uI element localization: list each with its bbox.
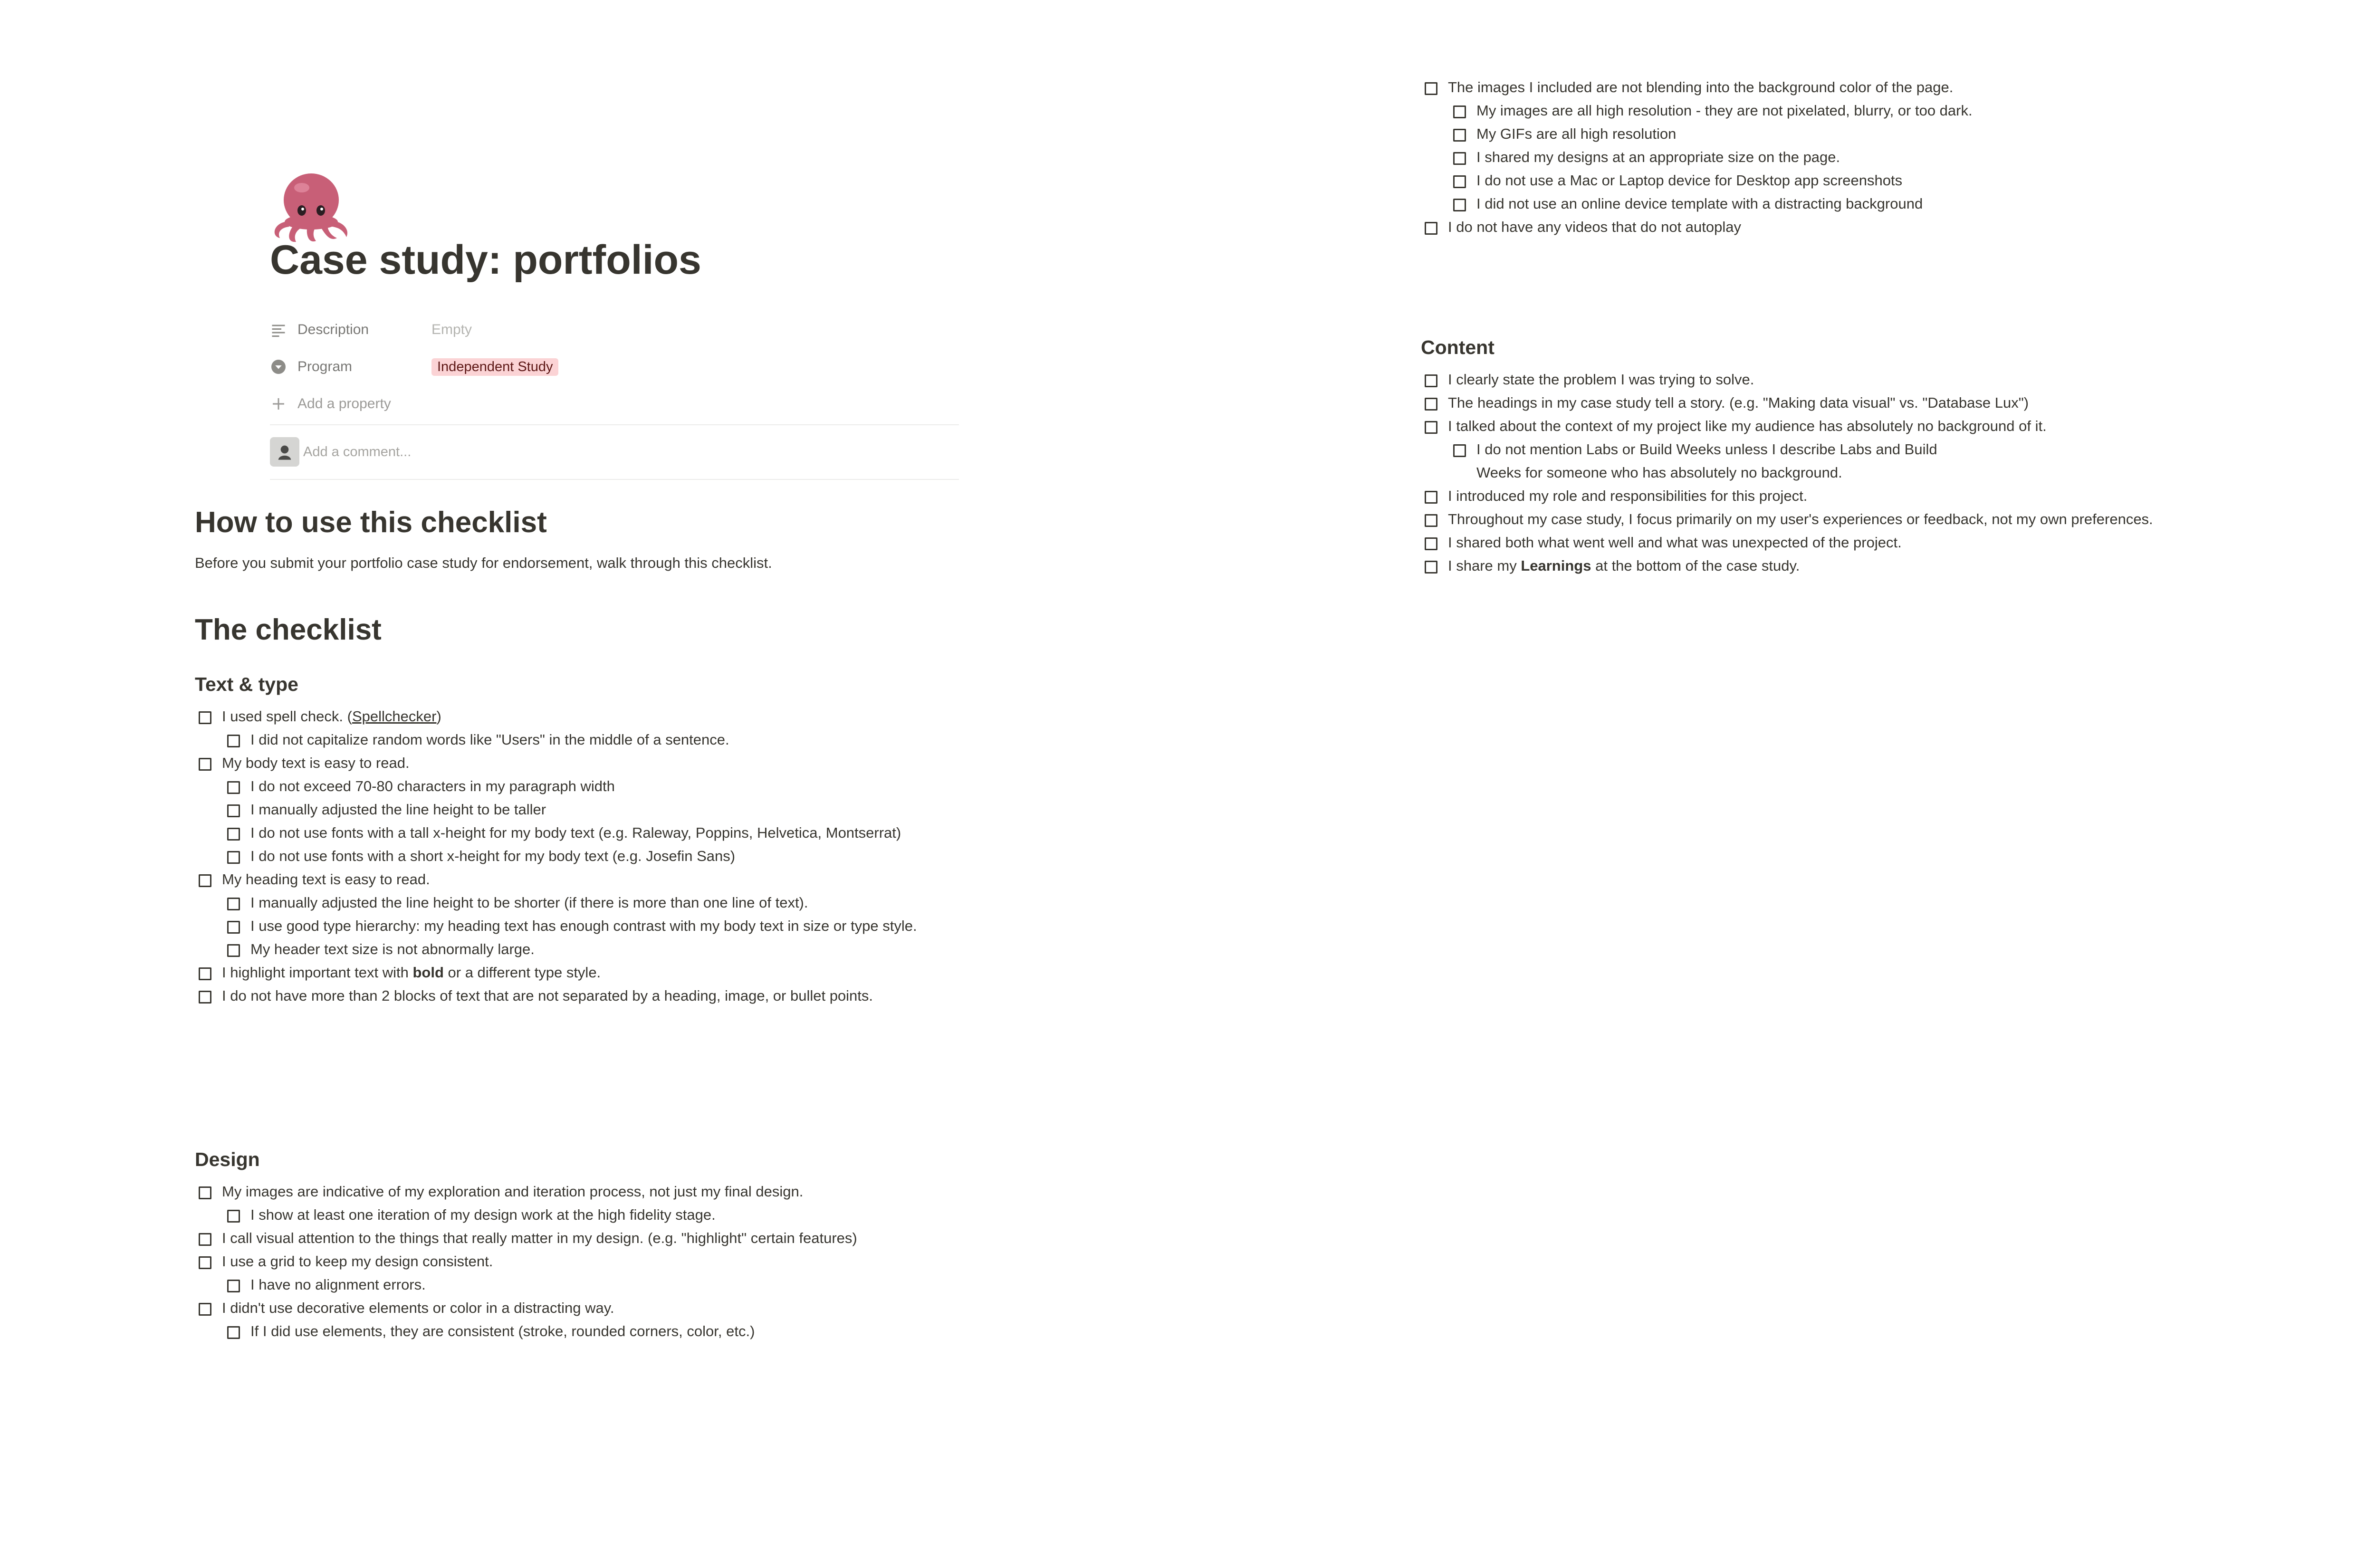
checklist-item [195, 751, 917, 774]
checklist-item-text: I do not mention Labs or Build Weeks unless I describe Labs and Build Weeks for someone who has absolutely no background. [1476, 441, 1937, 481]
checklist-item-text: I show at least one iteration of my design work at the high fidelity stage. [250, 1206, 716, 1223]
property-description[interactable] [270, 311, 959, 348]
checklist-item [195, 961, 917, 984]
property-value[interactable]: Empty [431, 322, 472, 337]
checklist-item [195, 705, 917, 728]
checkbox[interactable] [1453, 175, 1466, 188]
comment-input[interactable]: Add a comment... [303, 444, 412, 459]
checklist-item-text: I call visual attention to the things that really matter in my design. (e.g. "highlight" certain features) [222, 1230, 857, 1246]
bold-text: bold [412, 964, 444, 981]
checkbox[interactable] [227, 944, 240, 957]
checkbox[interactable] [199, 874, 211, 887]
checklist-item-text: I didn't use decorative elements or color in a distracting way. [222, 1300, 614, 1316]
divider [270, 424, 959, 425]
checkbox[interactable] [227, 851, 240, 864]
checkbox[interactable] [1425, 222, 1437, 235]
checklist-item [195, 1180, 857, 1203]
checkbox[interactable] [1453, 199, 1466, 211]
checklist-item [223, 1273, 857, 1296]
checklist-item [1421, 531, 2153, 554]
checkbox[interactable] [199, 1303, 211, 1316]
checkbox[interactable] [1453, 129, 1466, 142]
avatar [270, 437, 299, 467]
checklist-item-text: I do not have more than 2 blocks of text that are not separated by a heading, image, or bullet points. [222, 987, 873, 1004]
checklist-item-text [222, 961, 917, 984]
checklist-item-text: I shared my designs at an appropriate size on the page. [1476, 149, 1840, 165]
checklist-item-text [222, 705, 917, 728]
heading-design: Design [195, 1148, 260, 1170]
checklist-item-text: I use good type hierarchy: my heading text has enough contrast with my body text in size or type style. [250, 918, 917, 934]
add-property [270, 395, 391, 412]
checklist-item [195, 868, 917, 891]
checkbox[interactable] [1453, 444, 1466, 457]
checklist-item [1421, 215, 1973, 239]
add-property-label: Add a property [297, 396, 391, 411]
divider [270, 479, 959, 480]
checkbox[interactable] [227, 804, 240, 817]
select-circle-icon [270, 358, 287, 375]
checklist-item [1449, 145, 1973, 169]
checkbox[interactable] [1425, 82, 1437, 95]
property-name: Program [297, 359, 353, 374]
checklist-item-text: My body text is easy to read. [222, 755, 410, 771]
property-name: Description [297, 322, 369, 337]
checkbox[interactable] [227, 1326, 240, 1339]
checkbox[interactable] [1425, 514, 1437, 527]
design-checklist-continued [1421, 76, 1973, 239]
checkbox[interactable] [1425, 537, 1437, 550]
text-segment: or a different type style. [443, 964, 601, 981]
checklist-item [1421, 368, 2153, 391]
add-property-button[interactable] [270, 385, 959, 422]
checklist-item [1449, 169, 1973, 192]
checklist-item-text: I introduced my role and responsibilities for this project. [1448, 488, 1808, 504]
checklist-item-text: I do not use fonts with a tall x-height for my body text (e.g. Raleway, Poppins, Helvetica, Montserrat) [250, 824, 901, 841]
checklist-item [1449, 122, 1973, 145]
checkbox[interactable] [1425, 398, 1437, 411]
checkbox[interactable] [227, 735, 240, 747]
checkbox[interactable] [199, 1186, 211, 1199]
text-segment: ) [436, 708, 441, 725]
checklist-item-text: My heading text is easy to read. [222, 871, 430, 888]
text-segment: I highlight important text with [222, 964, 413, 981]
section-heading-how-to: How to use this checklist [195, 506, 547, 539]
properties-panel [270, 311, 959, 422]
checkbox[interactable] [199, 967, 211, 980]
property-key [270, 358, 431, 375]
checklist-item [1421, 391, 2153, 414]
text-segment: at the bottom of the case study. [1591, 557, 1800, 574]
checklist-item-text: I have no alignment errors. [250, 1276, 426, 1293]
heading-text-type: Text & type [195, 673, 298, 695]
page-title: Case study: portfolios [270, 237, 701, 283]
checkbox[interactable] [1425, 491, 1437, 504]
checklist-item [1449, 192, 1973, 215]
text-lines-icon [270, 321, 287, 338]
property-key [270, 321, 431, 338]
checklist-item-text: I did not capitalize random words like "Users" in the middle of a sentence. [250, 731, 729, 748]
checklist-item [195, 1226, 857, 1250]
bold-text: Learnings [1521, 557, 1591, 574]
checklist-item [195, 1250, 857, 1273]
checklist-item [1421, 507, 2153, 531]
text-segment: I share my [1448, 557, 1521, 574]
checklist-item-text: I do not use a Mac or Laptop device for Desktop app screenshots [1476, 172, 1903, 189]
checklist-item-text: The headings in my case study tell a story. (e.g. "Making data visual" vs. "Database Lux") [1448, 394, 2029, 411]
checklist-item [1449, 99, 1973, 122]
checklist-item-text: I use a grid to keep my design consistent. [222, 1253, 493, 1270]
checklist-item [223, 798, 917, 821]
checkbox[interactable] [199, 711, 211, 724]
checklist-item-text [1448, 554, 2153, 577]
text-segment: I used spell check. ( [222, 708, 352, 725]
checklist-item-text: I do not have any videos that do not autoplay [1448, 219, 1742, 235]
checklist-item [1421, 554, 2153, 577]
checkbox[interactable] [227, 1280, 240, 1292]
checkbox[interactable] [1453, 105, 1466, 118]
checklist-item-text: I manually adjusted the line height to be taller [250, 801, 546, 818]
checkbox[interactable] [1453, 152, 1466, 165]
checklist-item-text: My header text size is not abnormally large. [250, 941, 535, 957]
checkbox[interactable] [227, 898, 240, 910]
checklist-item-text: I do not exceed 70-80 characters in my paragraph width [250, 778, 615, 794]
checkbox[interactable] [227, 828, 240, 841]
checklist-item [223, 891, 917, 914]
checkbox[interactable] [199, 991, 211, 1004]
checkbox[interactable] [199, 758, 211, 771]
checklist-item-text: If I did use elements, they are consistent (stroke, rounded corners, color, etc.) [250, 1323, 755, 1339]
checklist-item [223, 728, 917, 751]
checklist-item [1449, 438, 1982, 484]
checkbox[interactable] [1425, 374, 1437, 387]
checklist-item-text: I do not use fonts with a short x-height for my body text (e.g. Josefin Sans) [250, 848, 736, 864]
comment-row[interactable] [270, 436, 411, 468]
checklist-item [223, 774, 917, 798]
checklist-item [223, 937, 917, 961]
heading-content: Content [1421, 336, 1495, 358]
text-type-checklist [195, 705, 917, 1007]
checkbox[interactable] [227, 781, 240, 794]
checklist-item-text: Throughout my case study, I focus primarily on my user's experiences or feedback, not my own preferences. [1448, 511, 2153, 527]
checklist-item [223, 821, 917, 844]
checklist-item [1421, 484, 2153, 507]
checkbox[interactable] [1425, 561, 1437, 574]
section-heading-checklist: The checklist [195, 613, 382, 646]
checklist-item [223, 844, 917, 868]
checklist-item-text: I clearly state the problem I was trying to solve. [1448, 371, 1754, 388]
program-tag[interactable]: Independent Study [431, 358, 558, 376]
spellchecker-link[interactable]: Spellchecker [352, 708, 437, 725]
checklist-item-text: I did not use an online device template with a distracting background [1476, 195, 1923, 212]
checklist-item [223, 1319, 857, 1343]
checklist-item-text: The images I included are not blending into the background color of the page. [1448, 79, 1954, 96]
checklist-item-text: My images are all high resolution - they are not pixelated, blurry, or too dark. [1476, 102, 1973, 119]
property-program[interactable] [270, 348, 959, 385]
checklist-item-text: I manually adjusted the line height to be shorter (if there is more than one line of text). [250, 894, 808, 911]
checklist-item [1421, 76, 1973, 99]
checklist-item-text: I talked about the context of my project like my audience has absolutely no background of it. [1448, 418, 2047, 434]
checklist-item [195, 1296, 857, 1319]
content-checklist [1421, 368, 2153, 577]
checklist-item-text: I shared both what went well and what was unexpected of the project. [1448, 534, 1902, 551]
intro-paragraph: Before you submit your portfolio case study for endorsement, walk through this checklist. [195, 555, 772, 571]
checkbox[interactable] [1425, 421, 1437, 434]
checkbox[interactable] [227, 1210, 240, 1223]
checkbox[interactable] [199, 1233, 211, 1246]
checkbox[interactable] [199, 1256, 211, 1269]
checklist-item-text: My GIFs are all high resolution [1476, 125, 1677, 142]
design-checklist [195, 1180, 857, 1343]
checklist-item [223, 914, 917, 937]
checklist-item [195, 984, 917, 1007]
checkbox[interactable] [227, 921, 240, 934]
checklist-item [223, 1203, 857, 1226]
checklist-item [1421, 414, 2153, 438]
checklist-item-text: My images are indicative of my exploration and iteration process, not just my final design. [222, 1183, 804, 1200]
plus-icon [270, 395, 287, 412]
octopus-icon[interactable] [268, 169, 354, 245]
